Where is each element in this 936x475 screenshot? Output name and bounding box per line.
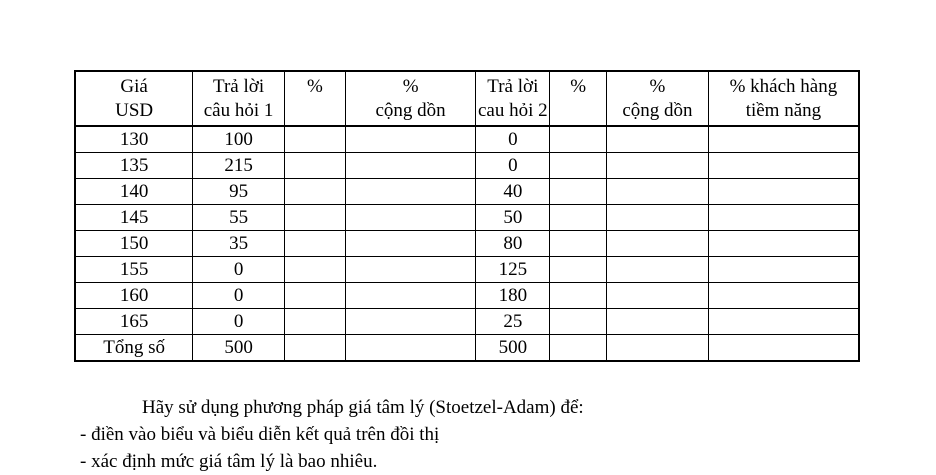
table-cell [607,335,709,362]
table-cell [550,309,607,335]
header-line-2 [550,99,606,123]
table-cell [607,153,709,179]
table-cell [345,179,476,205]
table-cell [550,126,607,153]
table-cell [345,126,476,153]
table-cell [345,153,476,179]
table-cell: 500 [476,335,550,362]
table-cell: 500 [193,335,285,362]
table-total-row [75,335,859,362]
table-cell [345,205,476,231]
table-cell [284,126,345,153]
header-line-2: cộng dồn [375,100,446,121]
table-row [75,257,859,283]
table-cell [708,335,859,362]
header-line-1: Trả lời [213,76,265,97]
table-cell [550,231,607,257]
table-cell: 40 [476,179,550,205]
table-cell [284,335,345,362]
header-line-1: % [306,76,323,97]
table-cell [607,257,709,283]
table-cell: Tổng số [75,335,193,362]
header-line-1: % khách hàng [729,76,838,97]
table-cell [708,179,859,205]
table-cell [284,283,345,309]
table-cell: 35 [193,231,285,257]
table-cell [345,283,476,309]
table-cell [284,205,345,231]
table-cell [550,153,607,179]
table-cell [345,335,476,362]
header-potential-customers [708,71,859,126]
header-line-1: Giá [120,76,148,97]
header-line-1: Trả lời [487,76,539,97]
table-cell: 0 [193,257,285,283]
table-cell [345,309,476,335]
header-line-2: USD [115,100,154,121]
table-cell: 165 [75,309,193,335]
table-cell [345,231,476,257]
header-line-2 [285,99,345,123]
table-cell: 55 [193,205,285,231]
table-cell: 180 [476,283,550,309]
table-cell [550,283,607,309]
table-cell [550,257,607,283]
table-cell [708,205,859,231]
table-row [75,205,859,231]
instruction-item-determine-price: - xác định mức giá tâm lý là bao nhiêu. [80,451,378,472]
table-row [75,153,859,179]
table-cell [708,309,859,335]
table-cell [607,231,709,257]
table-cell: 95 [193,179,285,205]
header-percent-q1 [284,71,345,126]
table-cell [708,126,859,153]
table-row [75,126,859,153]
table-cell [550,179,607,205]
table-cell: 215 [193,153,285,179]
table-header-row [75,71,859,126]
header-line-1: % [649,76,666,97]
header-line-1: % [570,76,587,97]
header-answer-q1 [193,71,285,126]
table-cell [607,205,709,231]
table-cell: 0 [476,153,550,179]
header-percent-q2 [550,71,607,126]
table-cell: 50 [476,205,550,231]
table-cell [550,205,607,231]
header-line-2: tiềm năng [745,100,822,121]
table-cell: 135 [75,153,193,179]
table-cell [607,179,709,205]
table-row [75,309,859,335]
table-cell: 25 [476,309,550,335]
header-cumulative-q2 [607,71,709,126]
table-cell [284,179,345,205]
header-line-2: cau hỏi 2 [478,100,548,121]
table-cell [284,257,345,283]
table-cell [607,283,709,309]
table-cell: 0 [193,283,285,309]
table-cell: 130 [75,126,193,153]
header-cumulative-q1 [345,71,476,126]
table-cell: 150 [75,231,193,257]
table-cell: 145 [75,205,193,231]
header-answer-q2 [476,71,550,126]
table-cell [284,153,345,179]
table-cell [345,257,476,283]
header-line-2: câu hỏi 1 [203,100,274,121]
table-cell [284,231,345,257]
instructions-block [80,394,584,475]
table-row [75,179,859,205]
header-price-usd [75,71,193,126]
table-cell: 155 [75,257,193,283]
table-cell: 140 [75,179,193,205]
table-cell: 160 [75,283,193,309]
table-cell [607,126,709,153]
price-survey-table [74,70,860,362]
table-cell [708,283,859,309]
instructions-intro: Hãy sử dụng phương pháp giá tâm lý (Stoetzel-Adam) để: [142,397,584,418]
table-cell [607,309,709,335]
table-cell [708,231,859,257]
table-cell [708,153,859,179]
table-cell [708,257,859,283]
table-cell: 100 [193,126,285,153]
header-line-2: cộng dồn [622,100,693,121]
header-line-1: % [402,76,419,97]
instruction-item-fill-table: - điền vào biểu và biểu diễn kết quả trên đồi thị [80,424,440,445]
table-cell [284,309,345,335]
table-cell: 80 [476,231,550,257]
table-cell: 125 [476,257,550,283]
table-cell [550,335,607,362]
table-cell: 0 [193,309,285,335]
table-row [75,283,859,309]
table-row [75,231,859,257]
table-cell: 0 [476,126,550,153]
